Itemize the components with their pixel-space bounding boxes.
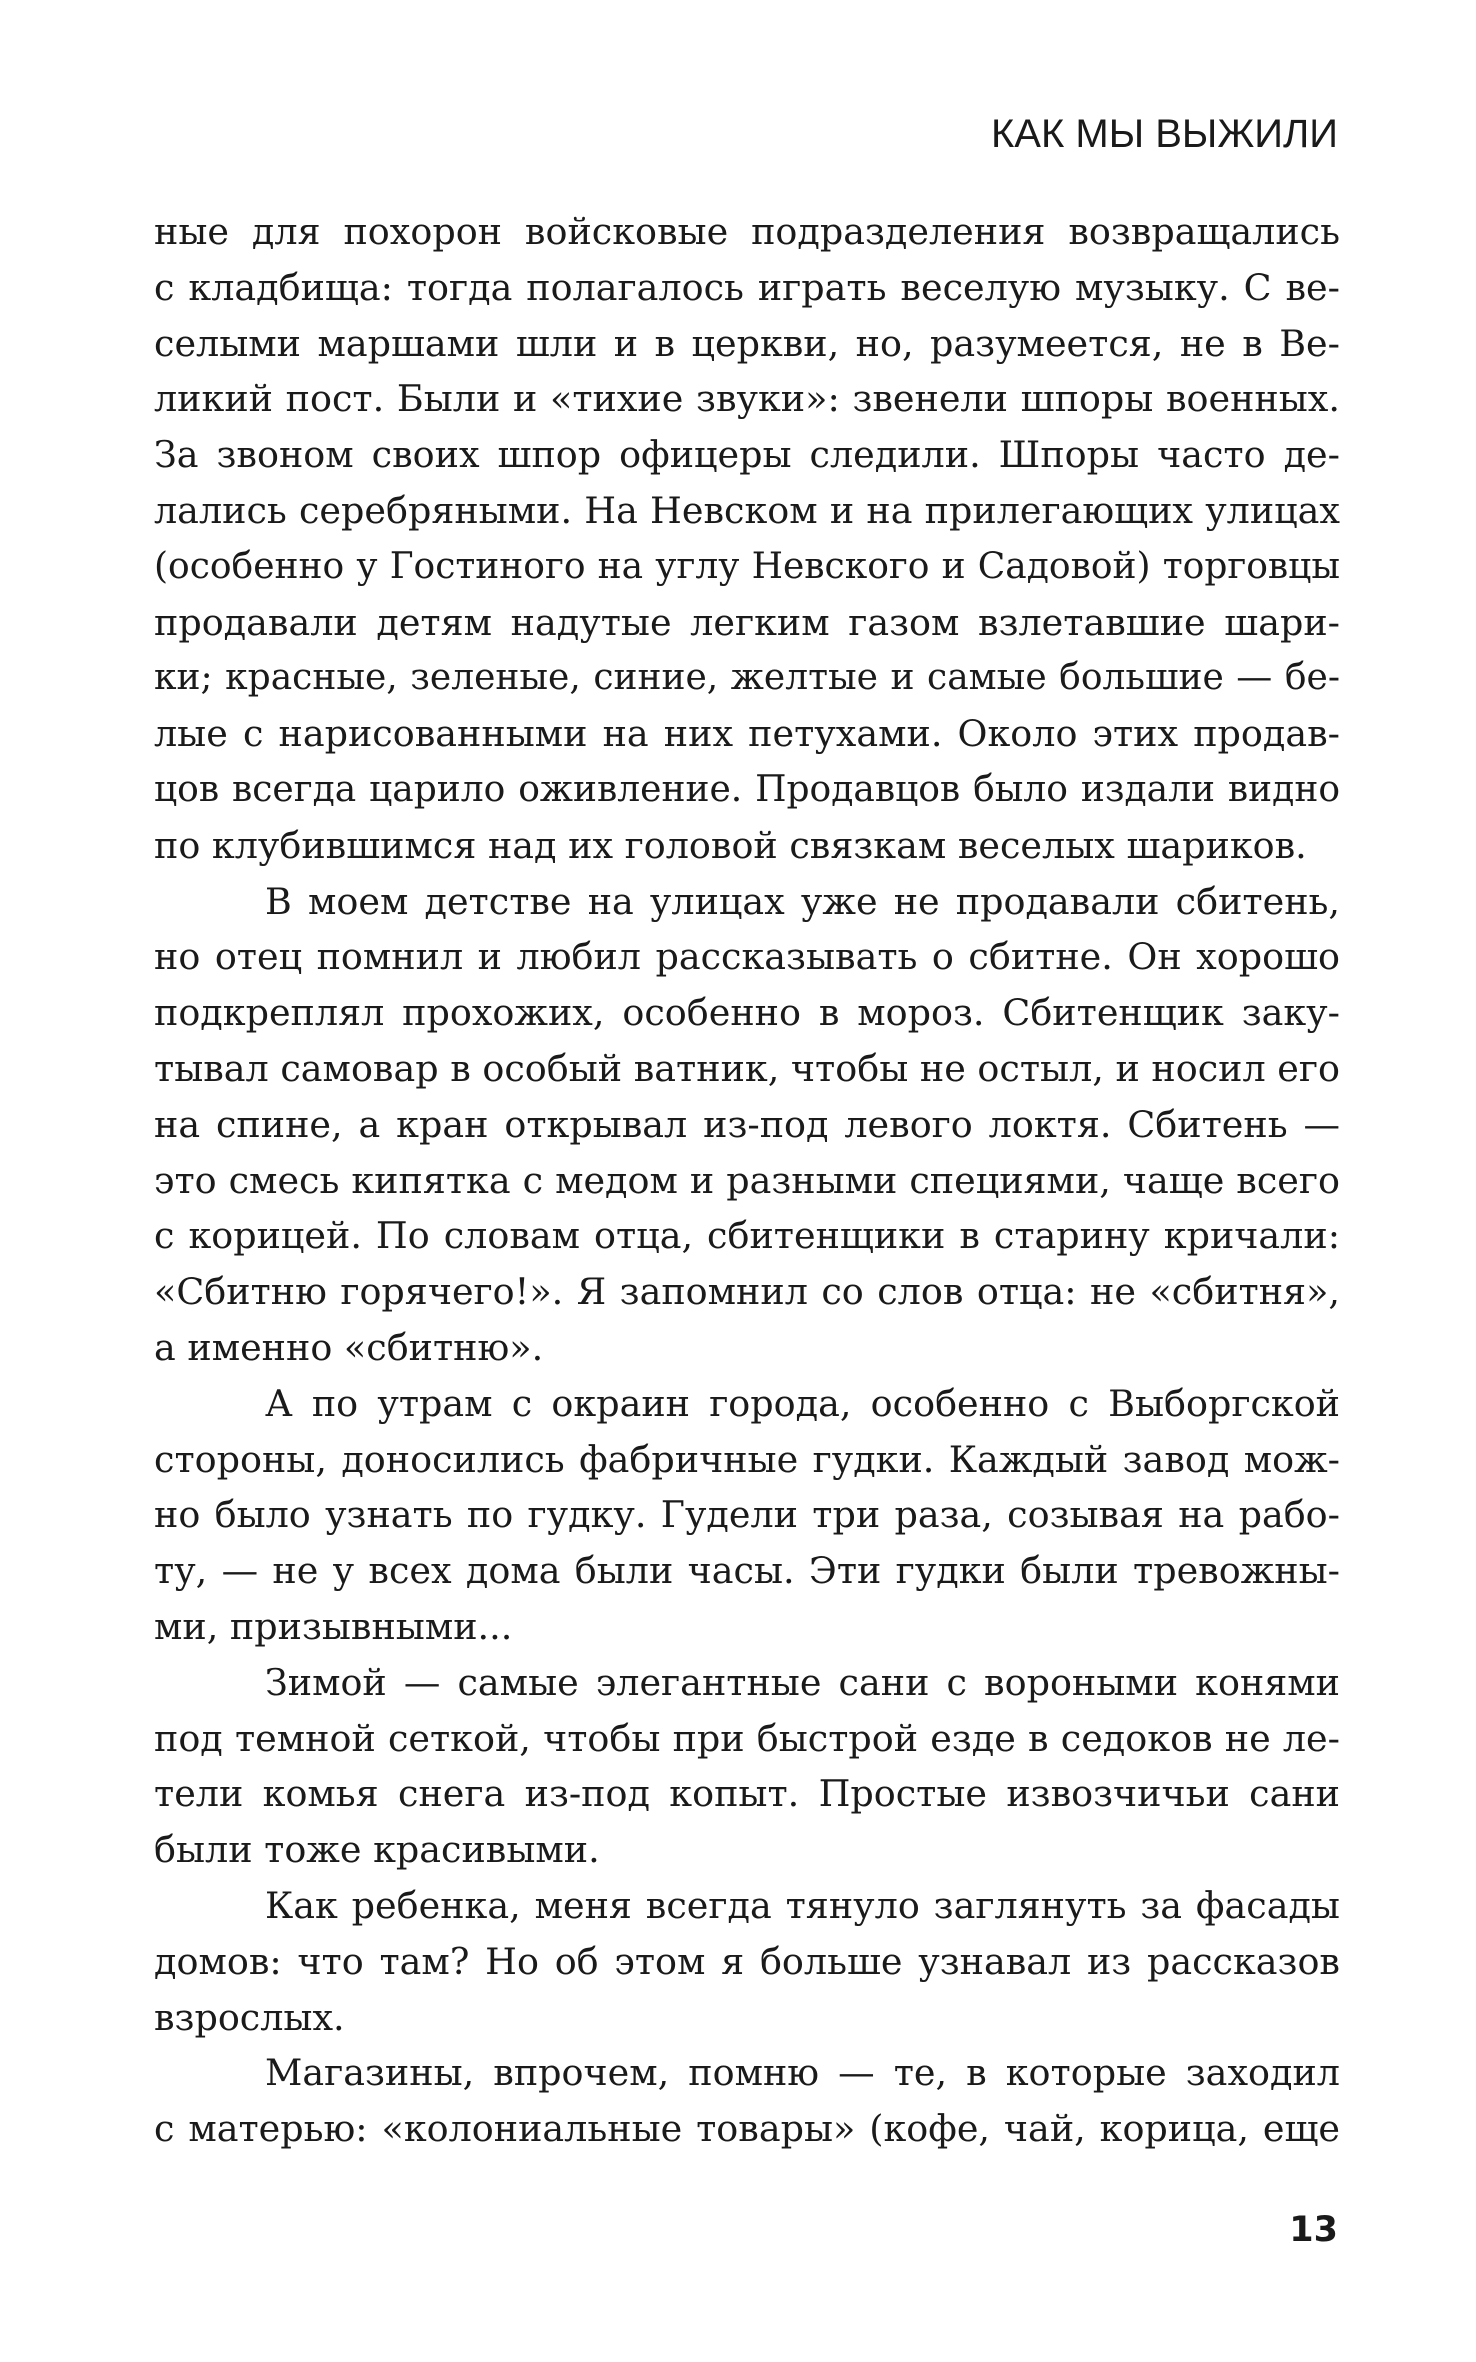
text-line: ликий пост. Были и «тихие звуки»: звенели шпоры военных. bbox=[154, 377, 1340, 421]
text-line: это смесь кипятка с медом и разными специями, чаще всего bbox=[154, 1158, 1340, 1202]
text-line: взрослых. bbox=[154, 1995, 345, 2039]
text-line: стороны, доносились фабричные гудки. Каждый завод мож- bbox=[154, 1437, 1340, 1481]
text-line: селыми маршами шли и в церкви, но, разумеется, не в Ве- bbox=[154, 321, 1340, 365]
text-line: ные для похорон войсковые подразделения возвращались bbox=[154, 210, 1340, 253]
text-line: ми, призывными... bbox=[154, 1604, 513, 1648]
text-line: ки; красные, зеленые, синие, желтые и самые большие — бе- bbox=[154, 657, 1340, 699]
text-line: но было узнать по гудку. Гудели три раза, созывая на рабо- bbox=[154, 1493, 1340, 1537]
text-line: с кладбища: тогда полагалось играть веселую музыку. С ве- bbox=[154, 265, 1340, 309]
text-line: домов: что там? Но об этом я больше узнавал из рассказов bbox=[154, 1939, 1340, 1983]
paragraph-first-line: А по утрам с окраин города, особенно с Выборгской bbox=[265, 1381, 1340, 1425]
paragraph-first-line: Магазины, впрочем, помню — те, в которые заходил bbox=[265, 2051, 1340, 2095]
text-line: цов всегда царило оживление. Продавцов было издали видно bbox=[154, 768, 1340, 810]
text-line: но отец помнил и любил рассказывать о сбитне. Он хорошо bbox=[154, 935, 1340, 979]
text-line: под темной сеткой, чтобы при быстрой езде в седоков не ле- bbox=[154, 1716, 1340, 1760]
text-line: тывал самовар в особый ватник, чтобы не остыл, и носил его bbox=[154, 1046, 1340, 1090]
text-line: на спине, а кран открывал из-под левого локтя. Сбитень — bbox=[154, 1102, 1340, 1146]
text-line: тели комья снега из-под копыт. Простые извозчичьи сани bbox=[154, 1772, 1340, 1816]
text-line: «Сбитню горячего!». Я запомнил со слов отца: не «сбитня», bbox=[154, 1270, 1340, 1314]
paragraph-first-line: Как ребенка, меня всегда тянуло заглянуть за фасады bbox=[265, 1883, 1340, 1927]
paragraph-first-line: В моем детстве на улицах уже не продавали сбитень, bbox=[265, 879, 1340, 923]
text-line: по клубившимся над их головой связкам веселых шариков. bbox=[154, 823, 1307, 867]
text-line: с корицей. По словам отца, сбитенщики в старину кричали: bbox=[154, 1214, 1340, 1258]
text-line: ту, — не у всех дома были часы. Эти гудки были тревожны- bbox=[154, 1549, 1340, 1593]
text-line: были тоже красивыми. bbox=[154, 1828, 600, 1872]
body-text bbox=[154, 204, 1340, 2157]
text-line: (особенно у Гостиного на углу Невского и Садовой) торговцы bbox=[154, 545, 1340, 587]
text-line: лались серебряными. На Невском и на прилегающих улицах bbox=[154, 488, 1340, 532]
text-line: а именно «сбитню». bbox=[154, 1325, 544, 1369]
page-number: 13 bbox=[1289, 2210, 1338, 2250]
running-head: КАК МЫ ВЫЖИЛИ bbox=[990, 112, 1338, 156]
paragraph-first-line: Зимой — самые элегантные сани с вороными конями bbox=[265, 1660, 1340, 1704]
text-line: лые с нарисованными на них петухами. Около этих продав- bbox=[154, 712, 1340, 756]
text-line: подкреплял прохожих, особенно в мороз. Сбитенщик заку- bbox=[154, 991, 1340, 1035]
text-line: продавали детям надутые легким газом взлетавшие шари- bbox=[154, 600, 1340, 644]
text-line: За звоном своих шпор офицеры следили. Шпоры часто де- bbox=[154, 433, 1340, 477]
text-line: с матерью: «колониальные товары» (кофе, чай, корица, еще bbox=[154, 2107, 1340, 2151]
